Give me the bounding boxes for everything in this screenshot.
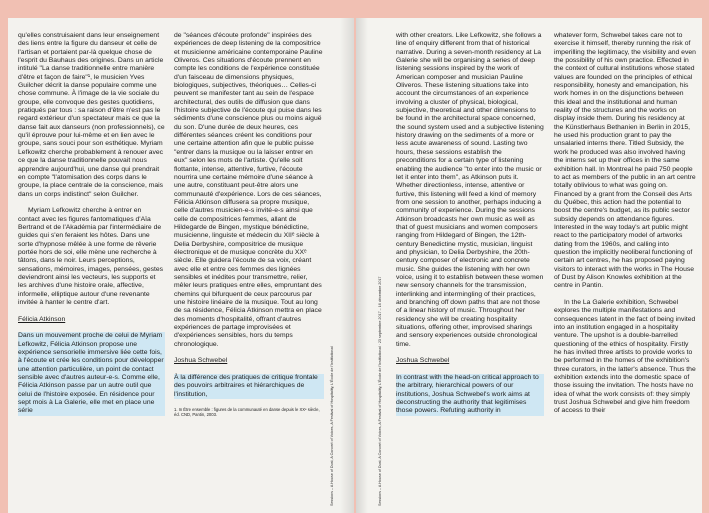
highlighted-paragraph: Dans un mouvement proche de celui de Myriam Lefkowitz, Félicia Atkinson propose une expérience sensorielle immersive liée cette fois, à l'écoute et crée les conditions pour développer une attention particulière, un point de contact sensible avec d'autres auteur-e-s. Comme elle, Félicia Atkinson passe par un autre outil que celui de l'histoire exposée. En résidence pour sept mois à La Galerie, elle met en place une série [18, 332, 164, 415]
paragraph: qu'elles construisaient dans leur enseignement des liens entre la figure du danseur et celle de l'artisan et portaient par-là quelque chose de l'esprit du Bauhaus des origines. Dans un article intitulé "La danse traditionnelle entre manière d'être et façon de faire"¹, le musicien Yves Guilcher décrit la danse populaire comme une chose commune. À l'image de la vie sociale du groupe, elle convoque des gestes quotidiens, pratiqués par tous : sa raison d'être n'est pas le regard extérieur d'un spectateur mais ce que la danse fait aux danseurs (non professionnels), ce qu'il éprouve pour lui-même et en lien avec le groupe, sans souci pour son esthétique. Myriam Lefkowitz cherche probablement à renouer avec ce que la danse traditionnelle pouvait nous apprendre aujourd'hui, une danse qui prendrait en compte "l'atomisation des corps dans le groupe, la place centrale de la conscience, mais dans un corps indistinct" selon Guilcher. [18, 32, 165, 198]
running-head: Sessions – A House of Dust, A Concert of Voices, A Festival of Hospitality, L'École de l'Institutional [330, 346, 334, 506]
section-heading-felicia-atkinson: Félicia Atkinson [18, 315, 66, 323]
left-page [8, 18, 354, 513]
left-page-column-2 [174, 32, 324, 417]
paragraph: de "séances d'écoute profonde" inspirées des expériences de deep listening de la compositrice et musicienne américaine contemporaine Pauline Oliveros. Ces situations d'écoute prennent en compte les conditions de l'expérience constituée d'un faisceau de dimensions physiques, biologiques, subjectives, théoriques… Celles-ci peuvent se manifester tant au sein de l'espace architectural, des outils de diffusion que dans l'histoire subjective de l'écoute qui puise dans les sédiments d'une conscience plus ou moins aiguë du son. D'une durée de deux heures, ces différentes séances créent les conditions pour une certaine attention afin que le public puisse "entrer dans la musique ou la laisser entrer en eux" selon les mots de l'artiste. Qu'elle soit flottante, intense, attentive, furtive, l'écoute nourrira une certaine mémoire d'une séance à une autre, constituant peut-être alors une communauté d'expérience. Lors de ces séances, Félicia Atkinson diffusera sa propre musique, celle d'autres musicien-e-s invité-e-s ainsi que celle de compositrices femmes, allant de Hildegarde de Bingen, mystique bénédictine, musicienne, linguiste et médecin du XIIᵉ siècle à Delia Derbyshire, compositrice de musique électronique et de musique concrète du XXᵉ siècle. Elle guidera l'écoute de sa voix, créant avec elle et entre ces femmes des lignées sensibles et inédites pour transmettre, relier, mêler leurs pratiques entre elles, empruntant des chemins qui bifurquent de ceux parcourus par une histoire linéaire de la musique. Tout au long de sa résidence, Félicia Atkinson mettra en place des moments d'hospitalité, offrant d'autres expériences de partage improvisées et d'expériences sensibles, hors du temps chronologique. [174, 32, 323, 348]
right-page [356, 18, 702, 513]
paragraph: Myriam Lefkowitz cherche à entrer en contact avec les figures fantomatiques d'Aïa Bertrand et de l'Akadémia par l'intermédiaire de guides qui s'en feraient les hôtes. Dans une sorte d'hypnose mêlée à une forme de rêverie portée hors de soi, elle mène une recherche à tâtons, dans le noir. Leurs perceptions, sensations, mémoires, images, pensées, gestes deviendront ainsi les vecteurs, les supports et les archives d'une histoire orale, affective, informelle, elliptique autour d'une revenante invitée à hanter le centre d'art. [18, 207, 164, 306]
highlighted-paragraph: In contrast with the head-on critical approach to the arbitrary, hierarchical powers of our institutions, Joshua Schwebel's work aims at deconstructing the authority that legitimises those powers. Refuting authority in [396, 374, 544, 416]
gutter-shadow [340, 18, 354, 513]
footnote: 1. In Être ensemble : figures de la communauté en danse depuis le XXᵉ siècle, éd. CND, Pantin, 2003. [174, 407, 320, 418]
right-page-column-1 [396, 32, 544, 424]
left-page-column-1 [18, 32, 165, 424]
section-heading-joshua-schwebel: Joshua Schwebel [396, 357, 450, 365]
highlighted-paragraph: À la différence des pratiques de critique frontale des pouvoirs arbitraires et hiérarchiques de l'institution, [174, 374, 324, 399]
paragraph: with other creators. Like Lefkowitz, she follows a line of enquiry different from that of historical narrative. During a seven-month residency at La Galerie she will be organising a series of deep listening sessions inspired by the work of American composer and musician Pauline Oliveros. These listening situations take into account the circumstances of an experience involving a cluster of physical, biological, subjective, theoretical and other dimensions to be found in the architectural space concerned, the sound system used and a subjective listening history drawing on the sediments of a more or less acute awareness of sound. Lasting two hours, these sessions establish the preconditions for a certain type of listening enabling the audience "to enter into the music or let it enter into them", as Atkinson puts it. Whether directionless, intense, attentive or furtive, this listening will feed a kind of memory from one session to another, perhaps inducing a community of experience. During the sessions Atkinson broadcasts her own music as well as that of guest musicians and women composers ranging from Hildegard of Bingen, the 12th-century Benedictine mystic, musician, linguist and physician, to Delia Derbyshire, the 20th-century composer of electronic and concrete music. She guides the listening with her own voice, using it to establish between these women new sensory channels for the transmission, interlinking and intermingling of their practices, and branching off down paths that are not those of a linear history of music. Throughout her residency she will be creating hospitality situations, offering other, improvised sharings and sensory experiences outside chronological time. [396, 32, 544, 348]
paragraph: In the La Galerie exhibition, Schwebel explores the multiple manifestations and consequences latent in the fact of being invited into an institution engaged in a hospitality venture. The upshot is a double-barrelled questioning of the ethics of hospitality. Firstly he has invited three artists to provide works to be performed in the homes of the exhibition's three curators, in the latter's absence. Thus the exhibition extends into the domestic space of those issuing the invitation. The hosts have no idea of what the work consists of: they simply trust Joshua Schwebel and give him freedom of access to their [554, 299, 696, 415]
running-head: Sessions – A House of Dust, A Concert of Voices, A Festival of Hospitality, L'École de l'Institutional · 23 septembre 2017 – 16 décembre 2017 [378, 276, 382, 506]
right-page-column-2 [554, 32, 696, 424]
paragraph: whatever form, Schwebel takes care not to exercise it himself, thereby running the risk of imperilling the legitimacy, the visibility and even the possibility of his own practice. Effected in the context of cultural institutions whose stated values are founded on the principles of ethical responsibility, honesty and emancipation, his work homes in on the disjunctions between this ideal and the institutional and human reality of the structures and the works on display inside them. During his residency at the Künstlerhaus Bethanien in Berlin in 2015, he used his production grant to pay the unsalaried interns there. Titled Subsidy, the work he produced was also involved having the interns set up their offices in the same exhibition hall. In Montreal he paid 750 people to act as members of the public in an art centre totally oblivious to what was going on. Financed by a grant from the Conseil des Arts du Québec, this action had the potential to boost the centre's budget, as its public sector subsidy depends on attendance figures. Interested in the way today's art public might react to the participatory model of artworks dating from the 1960s, and calling into question the implicitly neoliberal functioning of certain art centres, he has proposed paying visitors to interact with the works in The House of Dust by Alison Knowles exhibition at the centre in Pantin. [554, 32, 696, 290]
section-heading-joshua-schwebel: Joshua Schwebel [174, 357, 228, 365]
gutter-shadow [356, 18, 368, 513]
